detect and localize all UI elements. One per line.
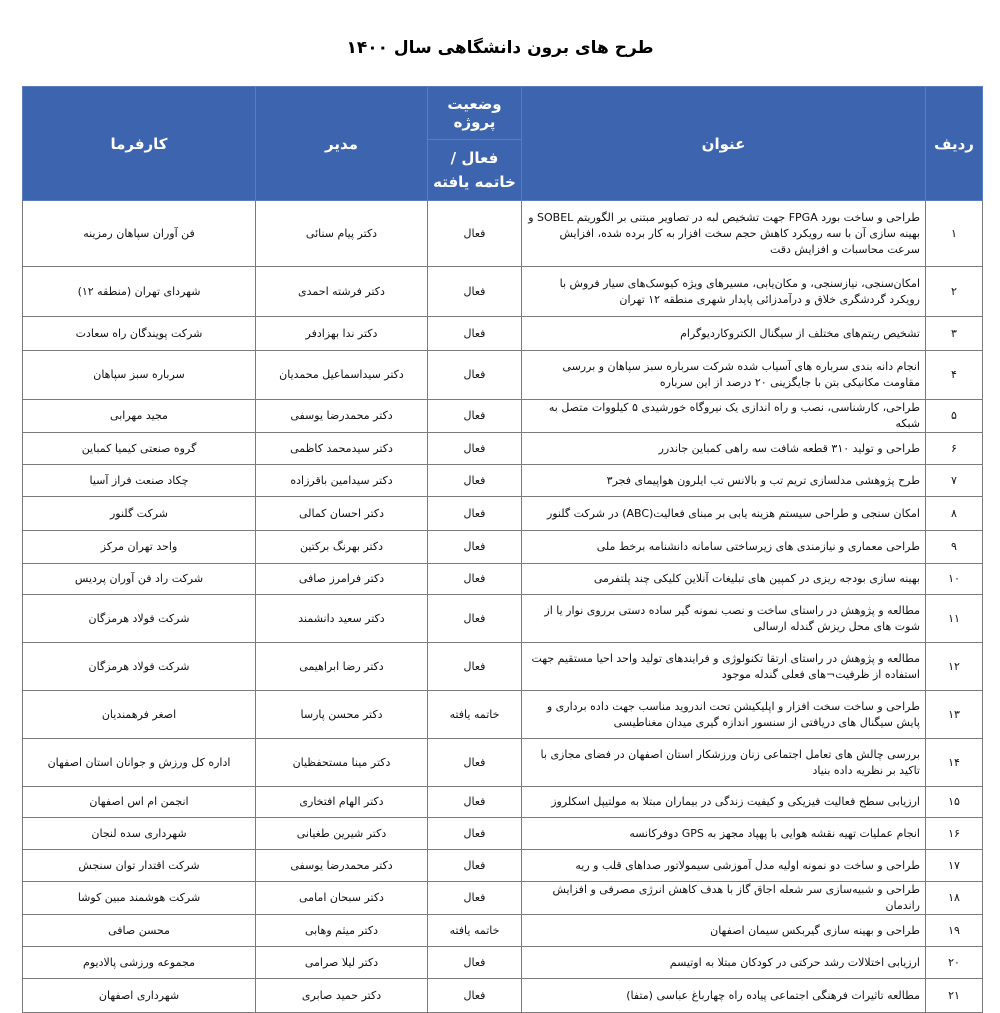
project-title: تشخیص ریتم‌های مختلف از سیگنال الکتروکاردیوگرام [522, 317, 926, 351]
project-status: فعال [428, 947, 522, 979]
project-manager: دکتر شیرین طغیانی [256, 818, 428, 850]
project-manager: دکتر فرامرز صافی [256, 564, 428, 595]
project-title: ارزیابی سطح فعالیت فیزیکی و کیفیت زندگی در بیماران مبتلا به مولتیپل اسکلروز [522, 787, 926, 818]
table-row [23, 400, 983, 433]
table-row [23, 433, 983, 465]
header-status-finished: خاتمه یافته [433, 173, 516, 191]
project-title: طراحی و ساخت بورد FPGA جهت تشخیص لبه در تصاویر مبتنی بر الگوریتم SOBEL و بهینه سازی آن با سه رویکرد کاهش حجم سخت افزار به کار برده شده، افزایش سرعت محاسبات و افزایش دقت [522, 201, 926, 267]
header-employer: کارفرما [23, 87, 256, 201]
row-number: ۵ [926, 400, 983, 433]
projects-table [22, 86, 983, 1013]
row-number: ۱ [926, 201, 983, 267]
project-manager: دکتر محمدرضا یوسفی [256, 400, 428, 433]
table-row [23, 497, 983, 531]
project-title: طراحی و بهینه سازی گیربکس سیمان اصفهان [522, 915, 926, 947]
project-manager: دکتر محمدرضا یوسفی [256, 850, 428, 882]
project-status: فعال [428, 201, 522, 267]
row-number: ۱۸ [926, 882, 983, 915]
project-title: طراحی و ساخت دو نمونه اولیه مدل آموزشی سیمولاتور صداهای قلب و ریه [522, 850, 926, 882]
project-title: طرح پژوهشی مدلسازی تریم تب و بالانس تب ایلرون هواپیمای فجر۳ [522, 465, 926, 497]
project-employer: شهرداری اصفهان [23, 979, 256, 1013]
project-manager: دکتر سیدمحمد کاظمی [256, 433, 428, 465]
row-number: ۲۱ [926, 979, 983, 1013]
project-title: طراحی معماری و نیازمندی های زیرساختی سامانه دانشنامه برخط ملی [522, 531, 926, 564]
project-status: فعال [428, 400, 522, 433]
header-status-sub [428, 140, 521, 200]
row-number: ۱۲ [926, 643, 983, 691]
project-employer: اصغر فرهمندیان [23, 691, 256, 739]
row-number: ۸ [926, 497, 983, 531]
row-number: ۱۹ [926, 915, 983, 947]
table-row [23, 201, 983, 267]
project-title: طراحی و ساخت سخت افزار و اپلیکیشن تحت اندروید مناسب جهت داده برداری و پایش سیگنال های دریافتی از سنسور اندازه گیری میدان مغناطیسی [522, 691, 926, 739]
project-manager: دکتر محسن پارسا [256, 691, 428, 739]
table-header-row [23, 87, 983, 201]
project-employer: شهرداری سده لنجان [23, 818, 256, 850]
project-employer: انجمن ام اس اصفهان [23, 787, 256, 818]
project-title: انجام عملیات تهیه نقشه هوایی با پهپاد مجهز به GPS دوفرکانسه [522, 818, 926, 850]
table-body [23, 201, 983, 1013]
project-status: خاتمه یافته [428, 691, 522, 739]
table-row [23, 267, 983, 317]
project-employer: شرکت فولاد هرمزگان [23, 595, 256, 643]
project-manager: دکتر سیدامین باقرزاده [256, 465, 428, 497]
project-employer: شرکت فولاد هرمزگان [23, 643, 256, 691]
row-number: ۱۶ [926, 818, 983, 850]
table-row [23, 818, 983, 850]
header-status-main: وضعیت پروژه [428, 87, 521, 140]
project-manager: دکتر پیام سنائی [256, 201, 428, 267]
table-row [23, 317, 983, 351]
project-title: مطالعه و پژوهش در راستای ساخت و نصب نمونه گیر ساده دستی برروی نوار یا از شوت های محل ریزش گندله ارسالی [522, 595, 926, 643]
project-manager: دکتر فرشته احمدی [256, 267, 428, 317]
row-number: ۱۱ [926, 595, 983, 643]
project-employer: شرکت هوشمند مبین کوشا [23, 882, 256, 915]
table-row [23, 564, 983, 595]
project-employer: مجموعه ورزشی پالادیوم [23, 947, 256, 979]
project-employer: اداره کل ورزش و جوانان استان اصفهان [23, 739, 256, 787]
project-employer: مجید مهرابی [23, 400, 256, 433]
project-title: طراحی و تولید ۳۱۰ قطعه شافت سه راهی کمباین جاندرر [522, 433, 926, 465]
project-manager: دکتر ندا بهزادفر [256, 317, 428, 351]
project-title: انجام دانه بندی سرباره های آسیاب شده شرکت سرباره سبز سپاهان و بررسی مقاومت مکانیکی بتن با جایگزینی ۲۰ درصد از این سرباره [522, 351, 926, 400]
project-employer: محسن صافی [23, 915, 256, 947]
project-employer: فن آوران سپاهان رمزینه [23, 201, 256, 267]
row-number: ۹ [926, 531, 983, 564]
row-number: ۲ [926, 267, 983, 317]
row-number: ۱۵ [926, 787, 983, 818]
project-employer: چکاد صنعت فراز آسیا [23, 465, 256, 497]
table-row [23, 691, 983, 739]
row-number: ۷ [926, 465, 983, 497]
header-status-active: فعال / [450, 149, 499, 167]
table-row [23, 850, 983, 882]
project-status: فعال [428, 531, 522, 564]
project-status: فعال [428, 850, 522, 882]
project-title: امکان سنجی و طراحی سیستم هزینه یابی بر مبنای فعالیت(ABC) در شرکت گلنور [522, 497, 926, 531]
project-employer: شرکت راد فن آوران پردیس [23, 564, 256, 595]
page-title: طرح های برون دانشگاهی سال ۱۴۰۰ [346, 38, 654, 58]
row-number: ۴ [926, 351, 983, 400]
project-status: فعال [428, 818, 522, 850]
project-manager: دکتر بهرنگ برکتین [256, 531, 428, 564]
table-row [23, 643, 983, 691]
table-row [23, 465, 983, 497]
project-status: فعال [428, 643, 522, 691]
project-status: خاتمه یافته [428, 915, 522, 947]
project-employer: شرکت پویندگان راه سعادت [23, 317, 256, 351]
project-employer: واحد تهران مرکز [23, 531, 256, 564]
project-status: فعال [428, 979, 522, 1013]
project-employer: شرکت گلنور [23, 497, 256, 531]
row-number: ۱۰ [926, 564, 983, 595]
project-manager: دکتر مینا مستحفظیان [256, 739, 428, 787]
project-title: ارزیابی اختلالات رشد حرکتی در کودکان مبتلا به اوتیسم [522, 947, 926, 979]
project-manager: دکتر حمید صابری [256, 979, 428, 1013]
project-title: امکان‌سنجی، نیازسنجی، و مکان‌یابی، مسیرهای ویژه کیوسک‌های سیار فروش با رویکرد گردشگری خلاق و درآمدزائی پایدار شهری منطقه ۱۲ تهران [522, 267, 926, 317]
project-title: مطالعه تاثیرات فرهنگی اجتماعی پیاده راه چهارباغ عباسی (متفا) [522, 979, 926, 1013]
project-employer: شرکت اقتدار توان سنجش [23, 850, 256, 882]
project-manager: دکتر سبحان امامی [256, 882, 428, 915]
project-status: فعال [428, 739, 522, 787]
project-title: بررسی چالش های تعامل اجتماعی زنان ورزشکار استان اصفهان در فضای مجازی با تاکید بر نظریه داده بنیاد [522, 739, 926, 787]
table-row [23, 595, 983, 643]
row-number: ۶ [926, 433, 983, 465]
row-number: ۱۴ [926, 739, 983, 787]
project-status: فعال [428, 351, 522, 400]
project-status: فعال [428, 595, 522, 643]
table-row [23, 882, 983, 915]
project-manager: دکتر سعید دانشمند [256, 595, 428, 643]
table-row [23, 947, 983, 979]
header-status [428, 87, 522, 201]
project-title: طراحی و شبیه‌سازی سر شعله اجاق گاز با هدف کاهش انرژی مصرفی و افزایش راندمان [522, 882, 926, 915]
header-manager: مدیر [256, 87, 428, 201]
project-manager: دکتر الهام افتخاری [256, 787, 428, 818]
project-status: فعال [428, 433, 522, 465]
project-status: فعال [428, 882, 522, 915]
table-row [23, 979, 983, 1013]
project-employer: شهردای تهران (منطقه ۱۲) [23, 267, 256, 317]
header-title: عنوان [522, 87, 926, 201]
project-title: مطالعه و پژوهش در راستای ارتقا تکنولوژی و فرایندهای تولید واحد احیا مستقیم جهت استفاده از ظرفیت¬های فعلی گندله موجود [522, 643, 926, 691]
project-status: فعال [428, 267, 522, 317]
project-manager: دکتر سیداسماعیل محمدیان [256, 351, 428, 400]
row-number: ۲۰ [926, 947, 983, 979]
project-manager: دکتر میثم وهابی [256, 915, 428, 947]
project-status: فعال [428, 465, 522, 497]
row-number: ۱۳ [926, 691, 983, 739]
project-title: بهینه سازی بودجه ریزی در کمپین های تبلیغات آنلاین کلیکی چند پلتفرمی [522, 564, 926, 595]
project-manager: دکتر رضا ابراهیمی [256, 643, 428, 691]
table-row [23, 351, 983, 400]
project-manager: دکتر لیلا صرامی [256, 947, 428, 979]
row-number: ۳ [926, 317, 983, 351]
project-status: فعال [428, 497, 522, 531]
table-row [23, 787, 983, 818]
project-employer: گروه صنعتی کیمیا کمباین [23, 433, 256, 465]
project-title: طراحی، کارشناسی، نصب و راه اندازی یک نیروگاه خورشیدی ۵ کیلووات متصل به شبکه [522, 400, 926, 433]
project-employer: سرباره سبز سپاهان [23, 351, 256, 400]
header-row-number: ردیف [926, 87, 983, 201]
table-row [23, 739, 983, 787]
project-status: فعال [428, 564, 522, 595]
project-status: فعال [428, 317, 522, 351]
project-manager: دکتر احسان کمالی [256, 497, 428, 531]
row-number: ۱۷ [926, 850, 983, 882]
table-row [23, 915, 983, 947]
table-row [23, 531, 983, 564]
project-status: فعال [428, 787, 522, 818]
